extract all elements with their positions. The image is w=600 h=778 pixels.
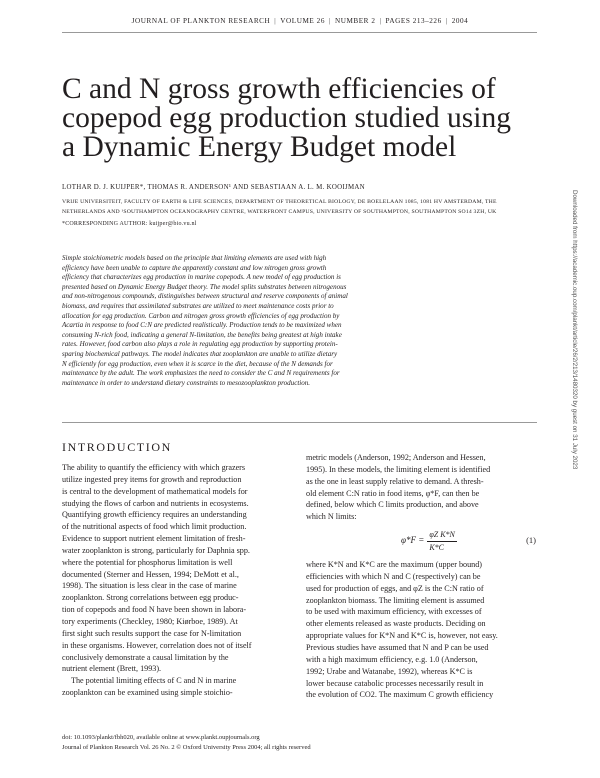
- doi-line: doi: 10.1093/plankt/fbh020, available online at www.plankt.oupjournals.org: [62, 734, 260, 741]
- author-list: LOTHAR D. J. KUIJPER*, THOMAS R. ANDERSON¹ AND SEBASTIAAN A. L. M. KOOIJMAN: [62, 184, 365, 191]
- body-line: lower because catabolic processes necessarily result in: [306, 678, 484, 688]
- copyright-line: Journal of Plankton Research Vol. 26 No. 2 © Oxford University Press 2004; all rights reserved: [62, 744, 311, 751]
- running-header: [0, 17, 600, 25]
- left-column: [62, 462, 290, 699]
- abstract-line: and non-nitrogenous compounds, distinguishes between structural and reserve components of animal: [62, 292, 348, 301]
- body-line: 1995). In these models, the limiting element is identified: [306, 464, 491, 474]
- body-line: 1992; Urabe and Watanabe, 1992), whereas K*C is: [306, 666, 473, 676]
- body-line: in these organisms. However, correlation does not of itself: [62, 640, 252, 650]
- body-line: Quantifying growth efficiency requires an understanding: [62, 510, 247, 520]
- title-line: copepod egg production studied using: [62, 102, 511, 134]
- body-line: Evidence to support nutrient element limitation of fresh-: [62, 534, 246, 544]
- body-line: The potential limiting effects of C and N in marine: [71, 676, 237, 686]
- abstract-line: consuming N-rich food, indicating a general N-limitation, the benefits being greatest at high intake: [62, 330, 342, 339]
- body-line: where the potential for phosphorus limitation is well: [62, 557, 233, 567]
- equation-denominator: K*C: [429, 542, 444, 552]
- body-line: which N limits:: [306, 512, 357, 522]
- header-separator: |: [328, 17, 331, 25]
- body-line: zooplankton biomass. The limiting element is assumed: [306, 595, 485, 605]
- abstract-line: maintenance by the adult. The work emphasizes the need to consider the C and N requirements for: [62, 369, 340, 378]
- body-line: is central to the development of mathematical models for: [62, 486, 248, 496]
- equation-number: (1): [526, 535, 536, 546]
- affiliation-line: NETHERLANDS AND ¹SOUTHAMPTON OCEANOGRAPHY CENTRE, WATERFRONT CAMPUS, UNIVERSITY OF SOUTHAMPTON, SOUTHAMPTON SO14 3ZH, UK: [62, 209, 497, 215]
- body-line: tion of copepods and food N have been shown in labora-: [62, 605, 247, 615]
- abstract-line: presented based on Dynamic Energy Budget theory. The model splits substrates between nitrogenous: [62, 282, 347, 291]
- download-watermark: [571, 190, 587, 600]
- equation-1: [306, 523, 536, 559]
- body-line: efficiencies with which N and C (respectively) can be: [306, 571, 481, 581]
- body-line: zooplankton. Strong correlations between egg produc-: [62, 593, 239, 603]
- body-line: appropriate values for K*N and K*C is, however, not easy.: [306, 631, 498, 641]
- header-separator: |: [445, 17, 448, 25]
- body-line: defined, below which C limits production, and above: [306, 500, 479, 510]
- abstract-line: efficiency have been unable to capture the apparently constant and low nitrogen gross growth: [62, 263, 327, 272]
- abstract-line: efficiency that characterizes egg production in marine copepods. A new model of egg production is: [62, 273, 341, 282]
- body-line: conclusively demonstrate a causal limitation by the: [62, 652, 229, 662]
- body-line: as the one in least supply relative to demand. A thresh-: [306, 476, 484, 486]
- page-footer: [62, 733, 311, 753]
- abstract-line: rates. However, food carbon also plays a role in regulating egg production by supporting protein-: [62, 340, 338, 349]
- body-line: used for production of eggs, and φZ is the C:N ratio of: [306, 583, 484, 593]
- equation-lhs: φ*F =: [401, 535, 425, 546]
- abstract-line: maintenance in order to understand dietary constraints to mesozooplankton production.: [62, 378, 311, 387]
- body-line: documented (Sterner and Hessen, 1994; DeMott et al.,: [62, 569, 239, 579]
- affiliation-line: VRIJE UNIVERSITEIT, FACULTY OF EARTH & LIFE SCIENCES, DEPARTMENT OF THEORETICAL BIOLOGY, DE BOELELAAN 1085, 1081 HV AMSTERDAM, THE: [62, 199, 497, 205]
- equation-fraction: [427, 529, 457, 554]
- body-line: Previous studies have assumed that N and P can be used: [306, 642, 489, 652]
- abstract-line: sparing biochemical pathways. The model indicates that zooplankton are unable to utilize dietary: [62, 349, 338, 358]
- abstract-line: Acartia in response to food C:N are predicted realistically. Production tends to be maximized when: [62, 321, 342, 330]
- body-line: nutrient element (Brett, 1993).: [62, 664, 162, 674]
- body-line: old element C:N ratio in food items, φ*F, can then be: [306, 488, 480, 498]
- volume: VOLUME 26: [280, 17, 325, 25]
- body-line: first sight such results support the case for N-limitation: [62, 628, 242, 638]
- corresponding-author: *CORRESPONDING AUTHOR: kuijper@bio.vu.nl: [62, 221, 197, 227]
- body-line: zooplankton can be examined using simple stoichio-: [62, 688, 233, 698]
- equation-body: [401, 529, 457, 554]
- body-line: of the nutritional aspects of food which limit production.: [62, 522, 247, 532]
- abstract-line: Simple stoichiometric models based on the principle that limiting elements are used with high: [62, 254, 327, 262]
- header-separator: |: [274, 17, 277, 25]
- section-heading-introduction: INTRODUCTION: [62, 440, 172, 454]
- abstract-line: biomass, and requires that assimilated substrates are utilized to meet maintenance costs prior to: [62, 301, 334, 310]
- body-line: 1998). The situation is less clear in the case of marine: [62, 581, 237, 591]
- header-divider: [62, 32, 537, 33]
- body-line: the evolution of CO2. The maximum C growth efficiency: [306, 690, 494, 700]
- title-line: C and N gross growth efficiencies of: [62, 73, 496, 105]
- abstract-divider: [62, 422, 537, 423]
- body-line: studying the flows of carbon and nutrients in ecosystems.: [62, 498, 249, 508]
- page-range: PAGES 213–226: [385, 17, 442, 25]
- body-line: metric models (Anderson, 1992; Anderson and Hessen,: [306, 453, 486, 462]
- body-line: tory experiments (Checkley, 1980; Kiørboe, 1989). At: [62, 616, 238, 626]
- body-line: to be used with maximum efficiency, with excesses of: [306, 607, 482, 617]
- body-line: utilize ingested prey items for growth and reproduction: [62, 474, 242, 484]
- abstract-line: N efficiently for egg production, even when it is scarce in the diet, because of the N demands for: [62, 359, 333, 368]
- header-separator: |: [379, 17, 382, 25]
- abstract-line: allocation for egg production. Carbon and nitrogen gross growth efficiencies of egg production by: [62, 311, 340, 320]
- issue-number: NUMBER 2: [334, 17, 376, 25]
- abstract: [62, 254, 532, 388]
- body-line: water zooplankton is strong, particularly for Daphnia spp.: [62, 545, 250, 555]
- affiliations: [62, 197, 540, 217]
- body-line: where K*N and K*C are the maximum (upper bound): [306, 560, 482, 570]
- body-line: other elements released as waste products. Deciding on: [306, 619, 486, 629]
- article-title: [62, 75, 532, 162]
- download-watermark-text: Downloaded from https://academic.oup.com/plankt/article/26/2/213/1480320 by guest on 31 July 2023: [571, 190, 578, 470]
- title-line: a Dynamic Energy Budget model: [62, 131, 457, 163]
- equation-numerator: φZ K*N: [427, 529, 457, 542]
- journal-name: JOURNAL OF PLANKTON RESEARCH: [131, 17, 271, 25]
- year: 2004: [451, 17, 469, 25]
- body-line: with a high maximum efficiency, e.g. 1.0 (Anderson,: [306, 654, 478, 664]
- body-line: The ability to quantify the efficiency with which grazers: [62, 463, 246, 472]
- right-column: [306, 452, 536, 701]
